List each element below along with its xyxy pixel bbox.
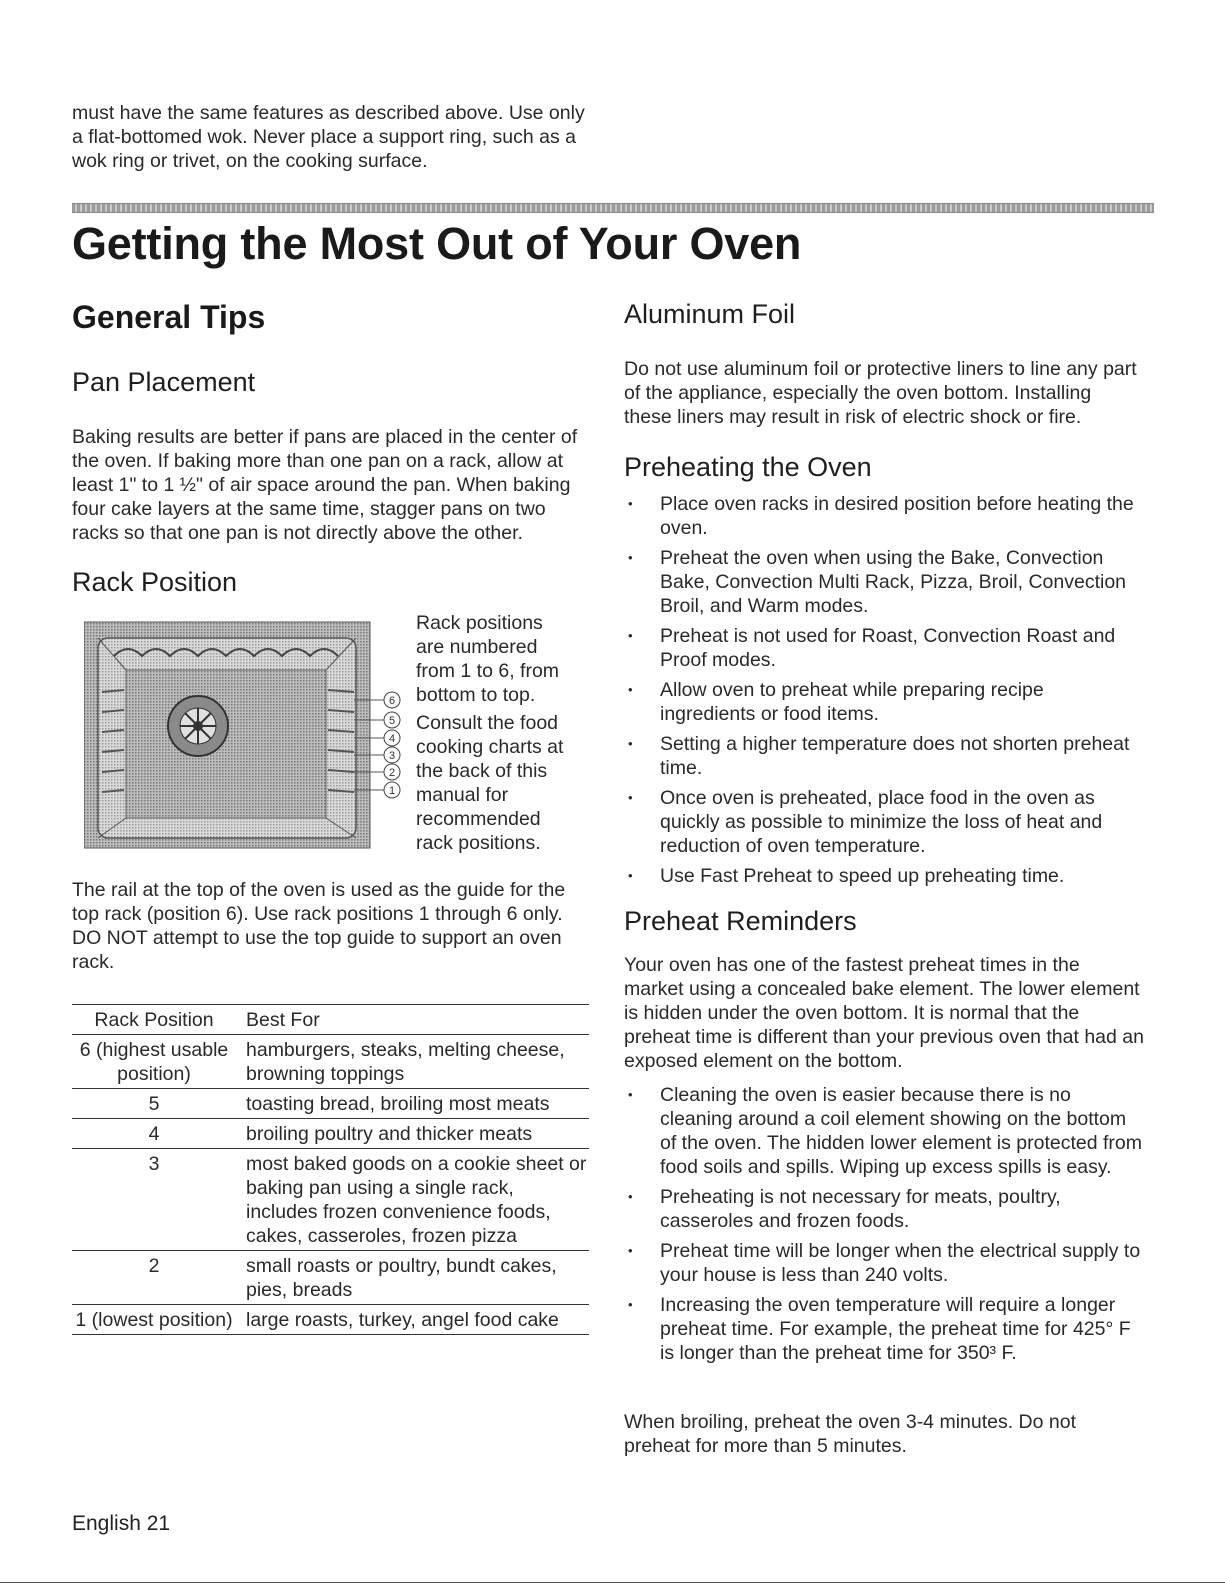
list-item: • Preheat time will be longer when the electrical supply to your house is less than 240 volts. (624, 1239, 1144, 1287)
page-footer: English 21 (72, 1512, 171, 1535)
row-best-for: small roasts or poultry, bundt cakes, pies, breads (236, 1251, 589, 1305)
intro-paragraph: must have the same features as described above. Use only a flat-bottomed wok. Never place a support ring, such as a wok ring or trivet, on the cooking surface. (72, 102, 585, 172)
row-best-for: most baked goods on a cookie sheet or baking pan using a single rack, includes frozen convenience foods, cakes, casseroles, frozen pizza (236, 1149, 589, 1251)
row-position: 2 (72, 1251, 236, 1305)
rack-caption-1: Rack positions are numbered from 1 to 6, from bottom to top. (416, 612, 560, 706)
list-item: • Place oven racks in desired position before heating the oven. (624, 492, 1144, 540)
rack-label-3: 3 (388, 750, 396, 762)
broiling-note: When broiling, preheat the oven 3-4 minutes. Do not preheat for more than 5 minutes. (624, 1411, 1077, 1457)
row-position: 1 (lowest position) (72, 1305, 236, 1335)
rack-label-6: 6 (388, 695, 396, 707)
rack-position-heading: Rack Position (72, 567, 238, 597)
list-item: • Allow oven to preheat while preparing recipe ingredients or food items. (624, 678, 1144, 726)
list-item: • Preheat is not used for Roast, Convection Roast and Proof modes. (624, 624, 1144, 672)
rack-label-2: 2 (388, 767, 396, 779)
rack-label-5: 5 (388, 715, 396, 727)
rack-label-1: 1 (388, 785, 396, 797)
preheat-reminders-list (624, 1083, 1144, 1371)
list-item: • Setting a higher temperature does not shorten preheat time. (624, 732, 1144, 780)
pan-placement-text: Baking results are better if pans are placed in the center of the oven. If baking more than one pan on a rack, allow at least 1" to 1 ½" of air space around the pan. When baking four cake layers at the same time, stagger pans on two racks so that one pan is not directly above the other. (72, 426, 578, 544)
aluminum-foil-text: Do not use aluminum foil or protective liners to line any part of the appliance, especially the oven bottom. Installing these liners may result in risk of electric shock or fire. (624, 358, 1137, 428)
preheating-list (624, 492, 1144, 894)
general-tips-heading: General Tips (72, 299, 266, 335)
table-header-position: Rack Position (72, 1005, 236, 1035)
list-item: • Increasing the oven temperature will require a longer preheat time. For example, the preheat time for 425° F is longer than the preheat time for 350³ F. (624, 1293, 1144, 1365)
page-title: Getting the Most Out of Your Oven (72, 218, 802, 269)
bottom-border (0, 1582, 1225, 1583)
list-item: • Once oven is preheated, place food in the oven as quickly as possible to minimize the loss of heat and reduction of oven temperature. (624, 786, 1144, 858)
list-item: • Cleaning the oven is easier because there is no cleaning around a coil element showing on the bottom of the oven. The hidden lower element is protected from food soils and spills. Wiping up excess spills is easy. (624, 1083, 1144, 1179)
list-item: • Preheating is not necessary for meats, poultry, casseroles and frozen foods. (624, 1185, 1144, 1233)
row-position: 3 (72, 1149, 236, 1251)
row-best-for: toasting bread, broiling most meats (236, 1089, 589, 1119)
rail-text: The rail at the top of the oven is used as the guide for the top rack (position 6). Use rack positions 1 through 6 only. DO NOT attempt to use the top guide to support an oven rack. (72, 879, 566, 973)
rack-label-4: 4 (388, 733, 396, 745)
table-row (72, 1035, 589, 1089)
table-row (72, 1149, 589, 1251)
pan-placement-heading: Pan Placement (72, 367, 256, 397)
table-row (72, 1251, 589, 1305)
aluminum-foil-heading: Aluminum Foil (624, 299, 796, 329)
preheat-reminders-heading: Preheat Reminders (624, 906, 857, 936)
table-row (72, 1119, 589, 1149)
row-best-for: hamburgers, steaks, melting cheese, browning toppings (236, 1035, 589, 1089)
rack-position-table (72, 1004, 589, 1335)
row-best-for: broiling poultry and thicker meats (236, 1119, 589, 1149)
preheating-heading: Preheating the Oven (624, 452, 872, 482)
rack-caption-2: Consult the food cooking charts at the back of this manual for recommended rack positions. (416, 712, 564, 854)
row-best-for: large roasts, turkey, angel food cake (236, 1305, 589, 1335)
table-row (72, 1089, 589, 1119)
preheat-reminders-text: Your oven has one of the fastest preheat times in the market using a concealed bake element. The lower element is hidden under the oven bottom. It is normal that the preheat time is different than your previous oven that had an exposed element on the bottom. (624, 954, 1144, 1072)
row-position: 5 (72, 1089, 236, 1119)
list-item: • Preheat the oven when using the Bake, Convection Bake, Convection Multi Rack, Pizza, Broil, Convection Broil, and Warm modes. (624, 546, 1144, 618)
list-item: • Use Fast Preheat to speed up preheating time. (624, 864, 1144, 888)
table-row (72, 1305, 589, 1335)
row-position: 6 (highest usable position) (72, 1035, 236, 1089)
row-position: 4 (72, 1119, 236, 1149)
table-header-best-for: Best For (236, 1005, 589, 1035)
title-rule (72, 203, 1154, 213)
oven-rack-diagram (84, 620, 414, 852)
